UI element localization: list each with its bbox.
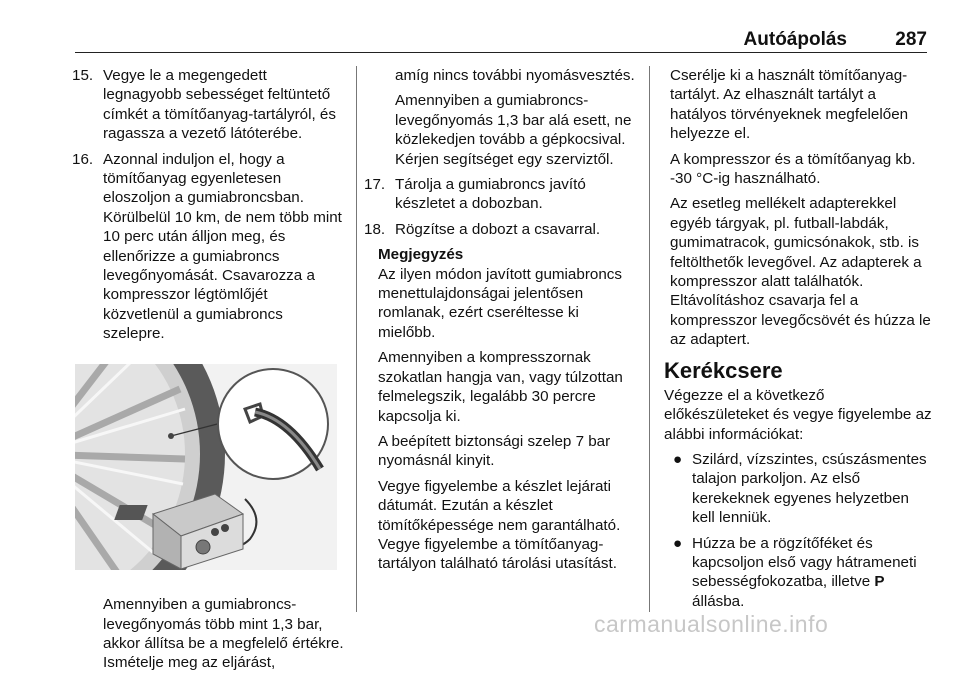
column-2 — [364, 66, 635, 580]
continued-text: amíg nincs további nyomásvesztés. — [395, 67, 635, 84]
gear-position-p: P — [874, 573, 885, 591]
step-number: 16. — [72, 150, 94, 168]
bullet-item — [664, 534, 932, 612]
bullet-item — [664, 450, 932, 528]
step-number: 18. — [364, 220, 386, 238]
step-text: Vegye le a megengedett legnagyobb sebességet feltüntető címkét a tömítőanyag-tartályról, és ragassza a vezető látóterébe. — [103, 67, 336, 143]
page-header — [75, 22, 927, 53]
bullet-dot: ● — [673, 534, 683, 552]
page-number: 287 — [895, 29, 927, 50]
note-block — [367, 245, 635, 574]
column-3 — [664, 66, 932, 617]
step-17 — [364, 175, 635, 214]
replace-container-text: Cserélje ki a használt tömítőanyag-tartályt. Az elhasznált tartályt a hatályos törvényeknek megfelelően helyezze el. — [670, 67, 909, 143]
step-number: 17. — [364, 176, 386, 194]
column-divider-2 — [649, 66, 650, 612]
bullet-text — [692, 535, 917, 610]
note-title: Megjegyzés — [378, 246, 464, 264]
bullet-text: Szilárd, vízszintes, csúszásmentes talajon parkoljon. Az első kerekeknek egyenes helyzetben kell lenniük. — [692, 450, 927, 527]
pressure-instruction: Amennyiben a gumiabroncs-levegőnyomás több mint 1,3 bar, akkor állítsa be a megfelelő értékre. Ismételje meg az eljárást, — [103, 596, 344, 672]
step-text: Tárolja a gumiabroncs javító készletet a dobozban. — [395, 176, 586, 213]
intro-text: Végezze el a következő előkészületeket és vegye figyelembe az alábbi információkat: — [664, 386, 932, 443]
note-paragraph-3: A beépített biztonsági szelep 7 bar nyomásnál kinyit. — [378, 432, 611, 470]
tire-compressor-illustration — [75, 364, 337, 570]
section-title: Autóápolás — [743, 29, 847, 50]
step-15 — [72, 66, 347, 144]
note-paragraph-2: Amennyiben a kompresszornak szokatlan hangja van, vagy túlzottan felmelegszik, legalább 30 percre kapcsolja ki. — [378, 349, 623, 425]
temperature-text: A kompresszor és a tömítőanyag kb. -30 °C-ig használható. — [670, 150, 916, 188]
step-16 — [72, 150, 347, 344]
bullet-text-post: állásba. — [692, 592, 745, 610]
note-paragraph-4: Vegye figyelembe a készlet lejárati dátumát. Ezután a készlet tömítőképessége nem garantálható. Vegye figyelembe a tömítőanyag-tartályon található tárolási utasítást. — [378, 477, 621, 573]
bullet-dot: ● — [673, 450, 683, 468]
note-paragraph-1: Az ilyen módon javított gumiabroncs menettulajdonságai jelentősen romlanak, ezért cseréltesse ki mielőbb. — [378, 265, 622, 341]
adapter-text: Az esetleg mellékelt adapterekkel egyéb tárgyak, pl. futball-labdák, gumimatracok, gumicsónakok, stb. is feltölthetők levegővel. Az adapterek a kompresszor alatt találhatók. Eltávolításhoz csavarja fel a kompresszor levegőcsövét és húzza le az adaptert. — [670, 195, 931, 349]
step-text: Rögzítse a dobozt a csavarral. — [395, 220, 601, 238]
step-number: 15. — [72, 67, 94, 84]
column-divider-1 — [356, 66, 357, 612]
step-18 — [364, 220, 635, 239]
low-pressure-warning: Amennyiben a gumiabroncs-levegőnyomás 1,3 bar alá esett, ne közlekedjen tovább a gépkocsival. Kérjen segítséget egy szerviztől. — [395, 92, 632, 168]
bullet-text-pre: Húzza be a rögzítőféket és kapcsoljon első vagy hátrameneti sebességfokozatba, illetve — [692, 534, 917, 591]
section-heading: Kerékcsere — [664, 357, 783, 383]
step-text: Azonnal induljon el, hogy a tömítőanyag egyenletesen eloszoljon a gumiabroncsban. Körülbelül 10 km, de nem több mint 10 perc után álljon meg, és ellenőrizze a gumiabroncs levegőnyomását. Csavarozza a kompresszor légtömlőjét közvetlenül a gumiabroncs szelepre. — [103, 150, 342, 343]
column-1 — [72, 66, 347, 679]
watermark: carmanualsonline.info — [594, 611, 829, 637]
